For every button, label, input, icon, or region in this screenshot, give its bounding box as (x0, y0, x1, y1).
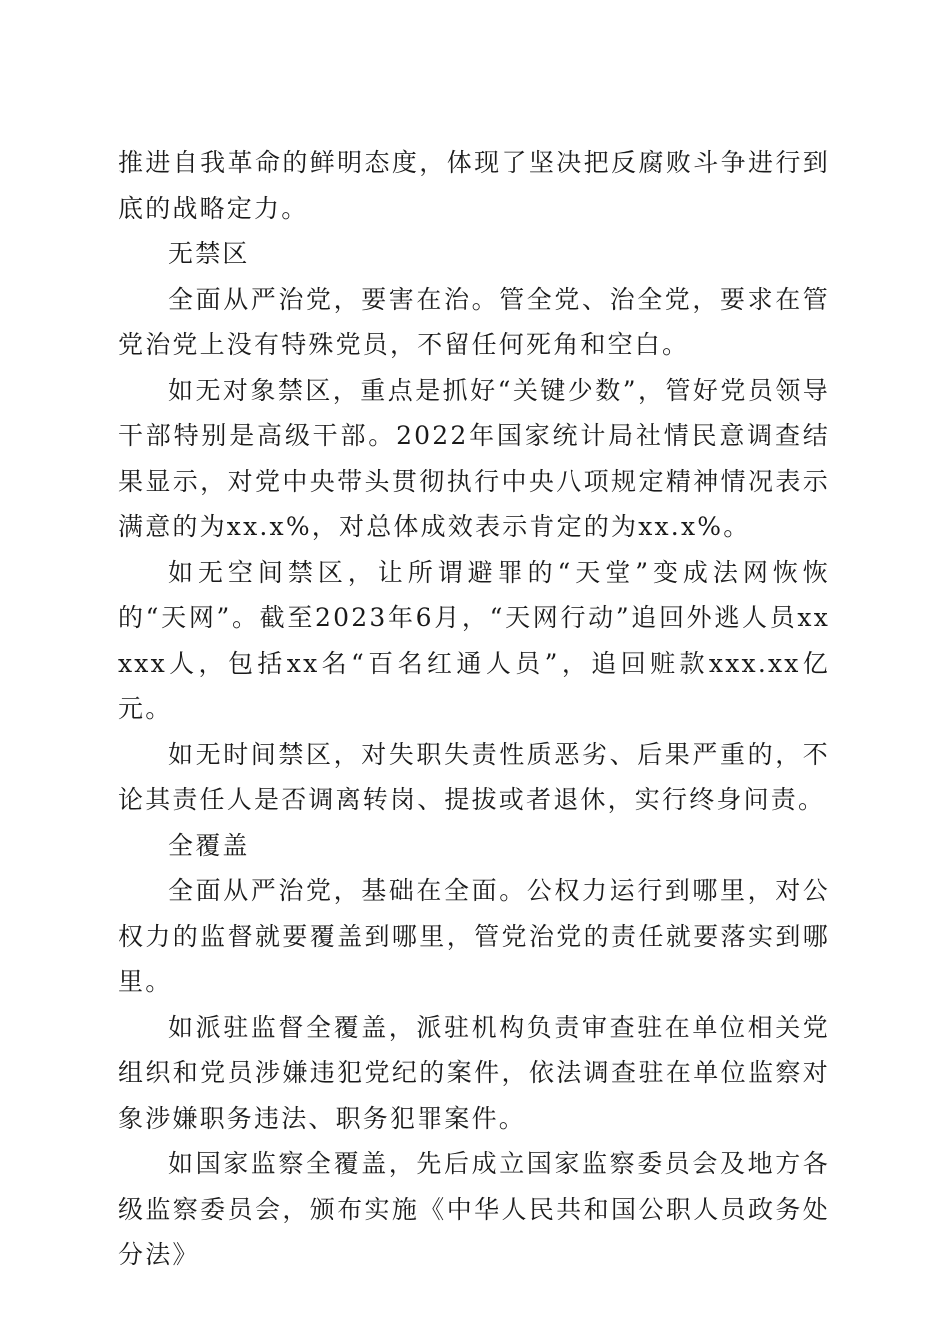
paragraph: 如派驻监督全覆盖，派驻机构负责审查驻在单位相关党组织和党员涉嫌违犯党纪的案件，依法调查驻在单位监察对象涉嫌职务违法、职务犯罪案件。 (118, 1012, 830, 1133)
paragraph: 全面从严治党，要害在治。管全党、治全党，要求在管党治党上没有特殊党员，不留任何死角和空白。 (118, 284, 830, 359)
paragraph: 如无空间禁区，让所谓避罪的“天堂”变成法网恢恢的“天网”。截至2023年6月，“天网行动”追回外逃人员xxxxx人，包括xx名“百名红通人员”，追回赃款xxx.xx亿元。 (118, 557, 830, 723)
paragraph: 如国家监察全覆盖，先后成立国家监察委员会及地方各级监察委员会，颁布实施《中华人民共和国公职人员政务处分法》 (118, 1149, 830, 1269)
section-heading-full-coverage: 全覆盖 (168, 830, 250, 860)
paragraph: 全面从严治党，基础在全面。公权力运行到哪里，对公权力的监督就要覆盖到哪里，管党治党的责任就要落实到哪里。 (118, 876, 830, 996)
document-body (118, 140, 830, 1278)
paragraph-continued: 推进自我革命的鲜明态度，体现了坚决把反腐败斗争进行到底的战略定力。 (118, 148, 830, 223)
paragraph: 如无对象禁区，重点是抓好“关键少数”，管好党员领导干部特别是高级干部。2022年国家统计局社情民意调查结果显示，对党中央带头贯彻执行中央八项规定精神情况表示满意的为xx.x%，对总体成效表示肯定的为xx.x%。 (118, 375, 830, 541)
paragraph: 如无时间禁区，对失职失责性质恶劣、后果严重的，不论其责任人是否调离转岗、提拔或者退休，实行终身问责。 (118, 739, 830, 814)
section-heading-no-forbidden-zone: 无禁区 (168, 239, 250, 268)
